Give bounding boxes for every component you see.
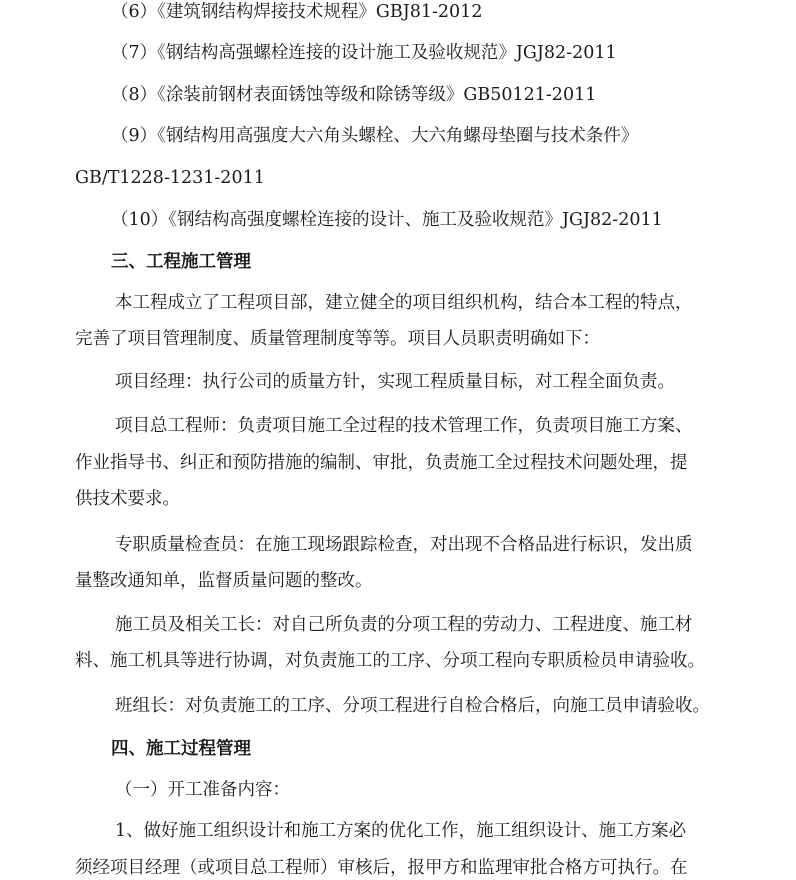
- item-1-line-2: 须经项目经理（或项目总工程师）审核后，报甲方和监理审批合格方可执行。在: [75, 858, 688, 878]
- manager-duty: 项目经理：执行公司的质量方针，实现工程质量目标，对工程全面负责。: [115, 372, 675, 392]
- constructor-line-1: 施工员及相关工长：对自己所负责的分项工程的劳动力、工程进度、施工材: [115, 615, 693, 635]
- reference-10: （10）《钢结构高强度螺栓连接的设计、施工及验收规范》JGJ82-2011: [111, 210, 663, 230]
- reference-6: （6）《建筑钢结构焊接技术规程》GBJ81-2012: [111, 2, 483, 22]
- inspector-line-1: 专职质量检查员：在施工现场跟踪检查，对出现不合格品进行标识，发出质: [115, 535, 693, 555]
- team-leader-duty: 班组长：对负责施工的工序、分项工程进行自检合格后，向施工员申请验收。: [115, 696, 710, 716]
- section-3-heading: 三、工程施工管理: [111, 252, 251, 272]
- reference-9-line-2: GB/T1228-1231-2011: [75, 168, 265, 188]
- inspector-line-2: 量整改通知单，监督质量问题的整改。: [75, 571, 373, 591]
- chief-engineer-line-3: 供技术要求。: [75, 489, 180, 509]
- chief-engineer-line-2: 作业指导书、纠正和预防措施的编制、审批，负责施工全过程技术问题处理，提: [75, 453, 688, 473]
- item-1-line-1: 1、做好施工组织设计和施工方案的优化工作，施工组织设计、施工方案必: [115, 821, 687, 841]
- section-3-intro-line-1: 本工程成立了工程项目部，建立健全的项目组织机构，结合本工程的特点，: [115, 293, 693, 313]
- reference-7: （7）《钢结构高强螺栓连接的设计施工及验收规范》JGJ82-2011: [111, 43, 617, 63]
- section-3-intro-line-2: 完善了项目管理制度、质量管理制度等等。项目人员职责明确如下：: [75, 329, 600, 349]
- chief-engineer-line-1: 项目总工程师：负责项目施工全过程的技术管理工作，负责项目施工方案、: [115, 416, 693, 436]
- reference-8: （8）《涂装前钢材表面锈蚀等级和除锈等级》GB50121-2011: [111, 85, 597, 105]
- constructor-line-2: 料、施工机具等进行协调，对负责施工的工序、分项工程向专职质检员申请验收。: [75, 651, 705, 671]
- section-4-subheading: （一）开工准备内容：: [115, 780, 290, 800]
- section-4-heading: 四、施工过程管理: [111, 739, 251, 759]
- reference-9-line-1: （9）《钢结构用高强度大六角头螺栓、大六角螺母垫圈与技术条件》: [111, 126, 639, 146]
